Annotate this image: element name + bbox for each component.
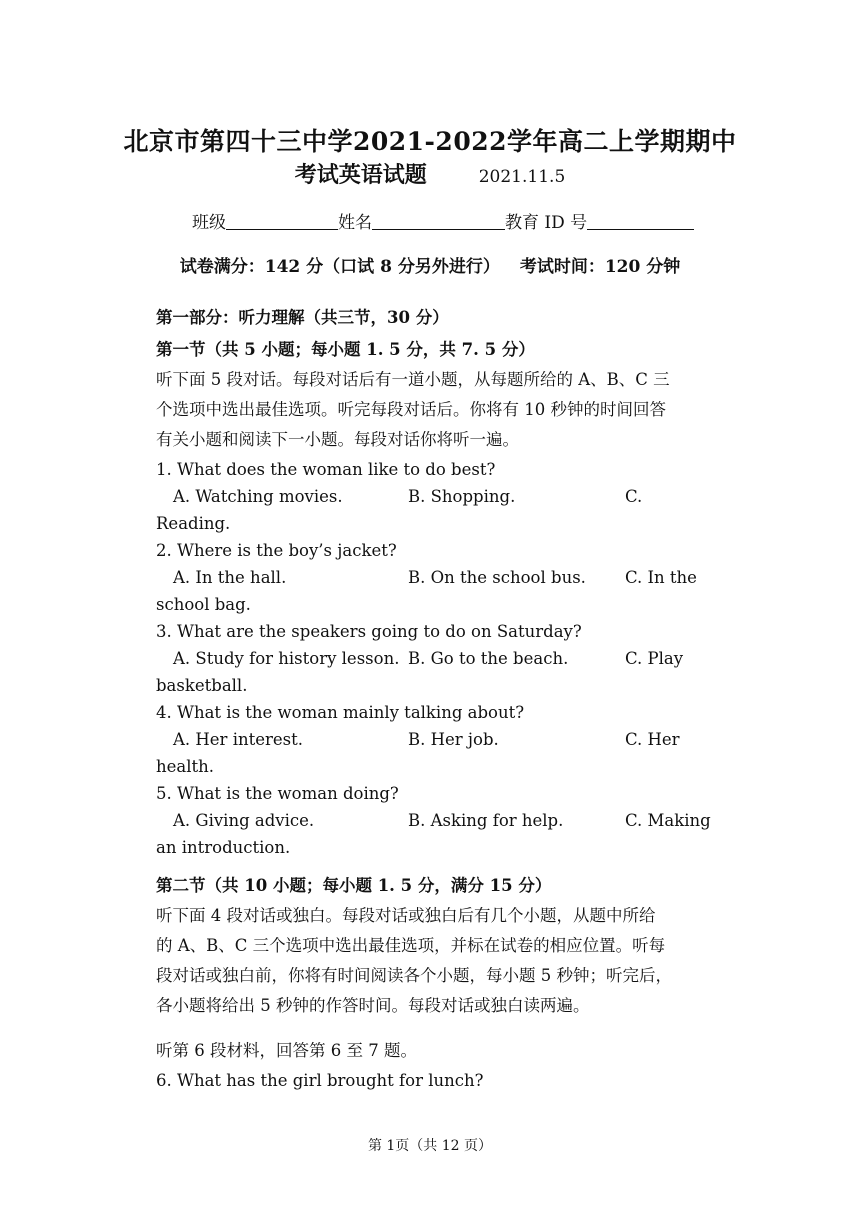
option-c-wrap: basketball. [156, 676, 248, 695]
student-info-fields [192, 208, 694, 233]
option-c-wrap: Reading. [156, 514, 231, 533]
option-a: A. Her interest. [173, 730, 303, 749]
option-c-wrap: school bag. [156, 595, 251, 614]
section1-heading: 第一节（共 5 小题；每小题 1. 5 分，共 7. 5 分） [156, 340, 535, 359]
question-2: 2. Where is the boy’s jacket? [156, 541, 397, 560]
class-blank[interactable] [226, 211, 338, 230]
material-note: 听第 6 段材料，回答第 6 至 7 题。 [156, 1041, 417, 1060]
section1-instruction-line: 个选项中选出最佳选项。听完每段对话后。你将有 10 秒钟的时间回答 [156, 400, 666, 419]
option-c-wrap: health. [156, 757, 215, 776]
exam-date: 2021.11.5 [478, 167, 566, 187]
section2-heading: 第二节（共 10 小题；每小题 1. 5 分，满分 15 分） [156, 876, 552, 895]
option-c: C. Her [625, 730, 680, 749]
id-label: 教育 ID 号 [505, 213, 588, 233]
section1-instruction-line: 听下面 5 段对话。每段对话后有一道小题，从每题所给的 A、B、C 三 [156, 370, 670, 389]
id-blank[interactable] [587, 211, 694, 230]
option-c: C. Making [625, 811, 711, 830]
exam-title: 北京市第四十三中学2021-2022学年高二上学期期中 [123, 127, 737, 156]
option-b: B. Go to the beach. [408, 649, 569, 668]
full-score: 试卷满分：142 分（口试 8 分另外进行） [179, 257, 500, 277]
option-c-wrap: an introduction. [156, 838, 291, 857]
score-info [0, 252, 860, 277]
option-b: B. Shopping. [408, 487, 516, 506]
section2-instruction-line: 听下面 4 段对话或独白。每段对话或独白后有几个小题，从题中所给 [156, 906, 656, 925]
page-footer: 第 1页（共 12 页） [367, 1138, 493, 1154]
option-c: C. In the [625, 568, 697, 587]
class-label: 班级 [192, 213, 226, 233]
exam-subtitle [0, 158, 860, 189]
option-a: A. In the hall. [173, 568, 287, 587]
option-c: C. Play [625, 649, 684, 668]
section2-instruction-line: 各小题将给出 5 秒钟的作答时间。每段对话或独白读两遍。 [156, 996, 590, 1015]
section2-instruction-line: 段对话或独白前，你将有时间阅读各个小题，每小题 5 秒钟；听完后， [156, 966, 672, 985]
exam-time: 考试时间：120 分钟 [519, 257, 681, 277]
question-3: 3. What are the speakers going to do on Saturday? [156, 622, 582, 641]
name-blank[interactable] [372, 211, 505, 230]
option-c: C. [625, 487, 643, 506]
option-b: B. On the school bus. [408, 568, 586, 587]
section2-instruction-line: 的 A、B、C 三个选项中选出最佳选项，并标在试卷的相应位置。听每 [156, 936, 666, 955]
question-4: 4. What is the woman mainly talking about? [156, 703, 525, 722]
question-1: 1. What does the woman like to do best? [156, 460, 496, 479]
option-a: A. Giving advice. [173, 811, 315, 830]
section1-instruction-line: 有关小题和阅读下一小题。每段对话你将听一遍。 [156, 430, 519, 449]
option-a: A. Watching movies. [173, 487, 343, 506]
option-b: B. Asking for help. [408, 811, 564, 830]
option-b: B. Her job. [408, 730, 499, 749]
name-label: 姓名 [338, 213, 372, 233]
question-6: 6. What has the girl brought for lunch? [156, 1071, 484, 1090]
option-a: A. Study for history lesson. [173, 649, 400, 668]
exam-subtitle-text: 考试英语试题 [294, 162, 427, 188]
part1-heading: 第一部分：听力理解（共三节，30 分） [156, 308, 449, 327]
question-5: 5. What is the woman doing? [156, 784, 399, 803]
